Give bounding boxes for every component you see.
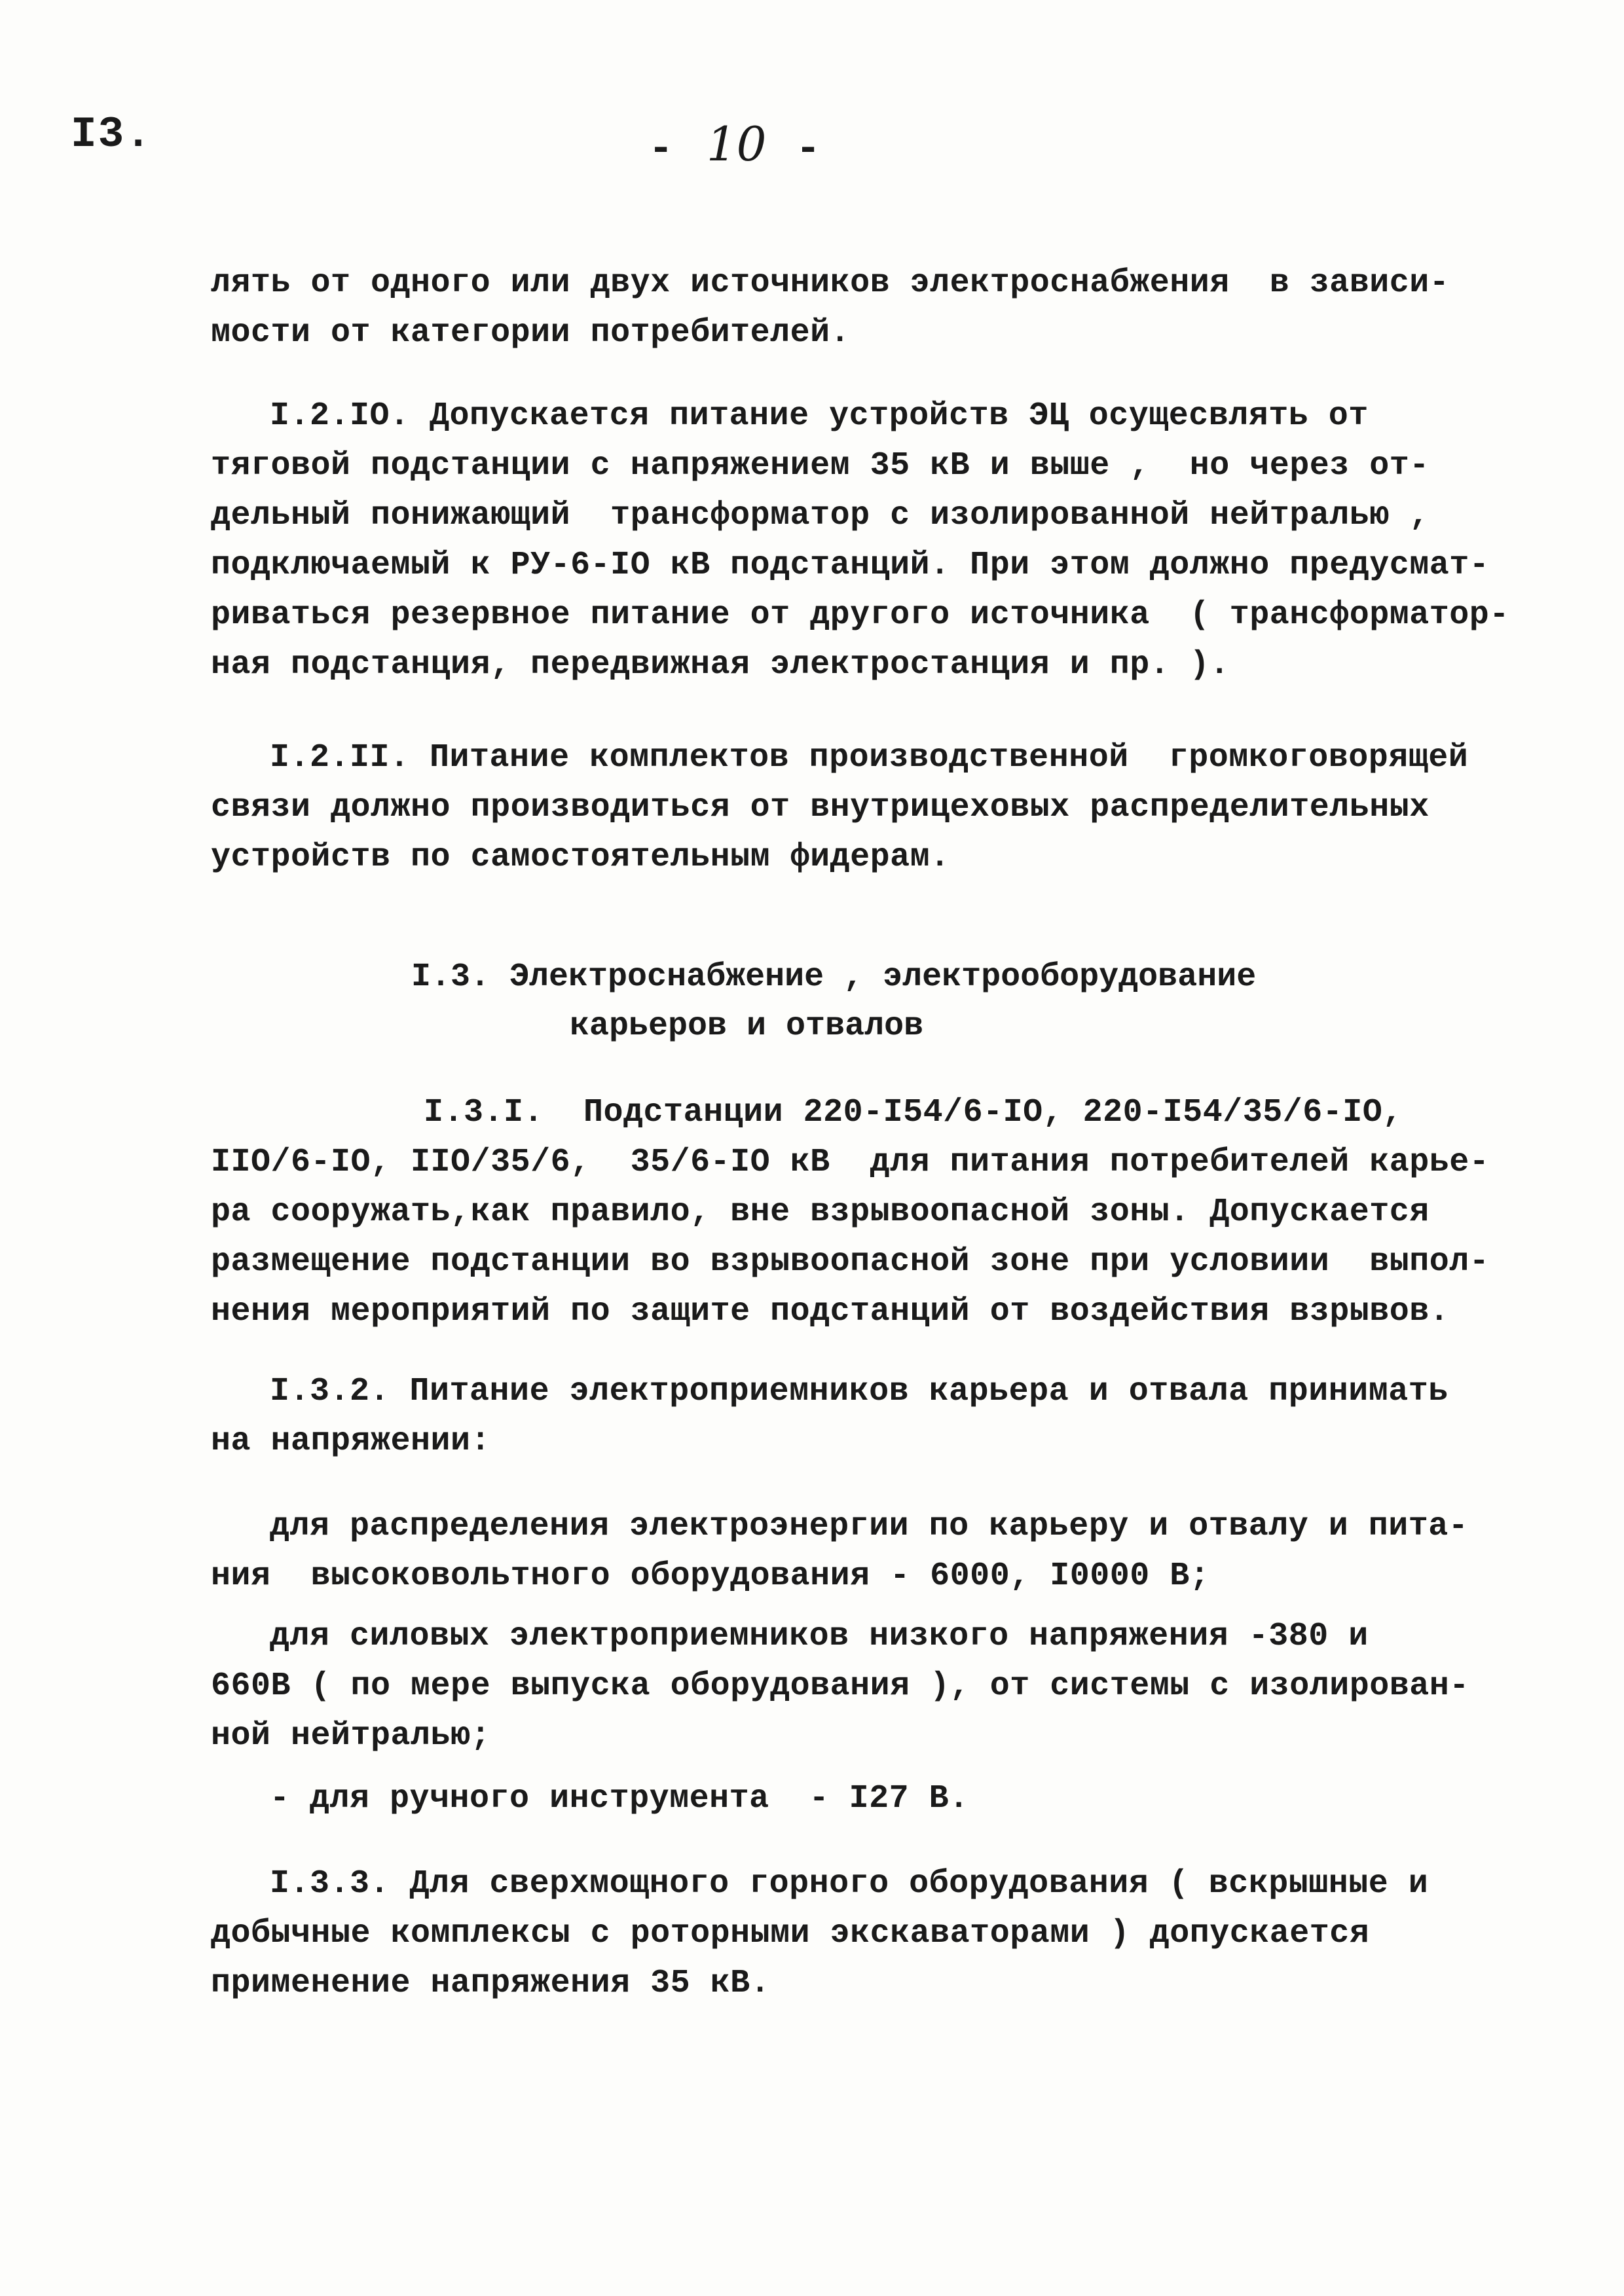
- text-line: устройств по самостоятельным фидерам.: [211, 839, 950, 876]
- paragraph-1-3-2: [211, 1367, 1527, 1467]
- text-line: ная подстанция, передвижная электростанция и пр. ).: [211, 646, 1230, 683]
- text-line: связи должно производиться от внутрицеховых распределительных: [211, 789, 1430, 826]
- text-line: мости от категории потребителей.: [211, 314, 851, 352]
- text-line: добычные комплексы с роторными экскаваторами ) допускается: [211, 1915, 1370, 1952]
- text-line: риваться резервное питание от другого источника ( трансформатор-: [211, 596, 1509, 634]
- paragraph-first-line: I.3.I. Подстанции 220-I54/6-IO, 220-I54/35/6-IO,: [424, 1094, 1403, 1131]
- list-item-distribution: [211, 1502, 1527, 1601]
- corner-page-number: I3.: [71, 110, 153, 159]
- list-item-hand-tool: [211, 1774, 1527, 1824]
- paragraph-first-line: I.2.IO. Допускается питание устройств ЭЦ осущесвлять от: [270, 397, 1369, 435]
- paragraph-first-line: I.2.II. Питание комплектов производственной громкоговорящей: [270, 739, 1469, 776]
- paragraph-first-line: I.3.3. Для сверхмощного горного оборудования ( вскрышные и: [270, 1865, 1429, 1903]
- text-line: на напряжении:: [211, 1423, 491, 1460]
- page-number-handwritten: 10: [706, 117, 767, 172]
- text-line: 660В ( по мере выпуска оборудования ), от системы с изолирован-: [211, 1667, 1469, 1705]
- text-line: применение напряжения 35 кВ.: [211, 1965, 771, 2002]
- text-line: подключаемый к РУ-6-IO кВ подстанций. При этом должно предусмат-: [211, 547, 1490, 584]
- text-line: IIO/6-IO, IIO/35/6, 35/6-IO кВ для питания потребителей карье-: [211, 1144, 1490, 1181]
- paragraph-1-3-3: [211, 1859, 1527, 2009]
- text-line: ра сооружать,как правило, вне взрывоопасной зоны. Допускается: [211, 1194, 1430, 1231]
- page-number: [648, 117, 824, 173]
- paragraph-1-2-10: [211, 392, 1527, 690]
- text-line: дельный понижающий трансформатор с изолированной нейтралью ,: [211, 497, 1430, 534]
- list-item-power: [211, 1612, 1527, 1761]
- page-number-suffix: -: [766, 126, 825, 173]
- paragraph-first-line: I.3.2. Питание электроприемников карьера и отвала принимать: [270, 1373, 1449, 1410]
- text-line: ной нейтралью;: [211, 1717, 491, 1755]
- paragraph-1-2-11: [211, 733, 1527, 883]
- paragraph-1-3-1: [211, 1088, 1527, 1337]
- list-item-line: - для ручного инструмента - I27 В.: [270, 1780, 969, 1817]
- list-item-first-line: для распределения электроэнергии по карьеру и отвалу и пита-: [270, 1508, 1469, 1545]
- paragraph-intro: [211, 259, 1527, 358]
- list-item-first-line: для силовых электроприемников низкого напряжения -380 и: [270, 1618, 1369, 1655]
- text-line: размещение подстанции во взрывоопасной зоне при условиии выпол-: [211, 1243, 1490, 1281]
- text-line: нения мероприятий по защите подстанций от воздействия взрывов.: [211, 1293, 1450, 1330]
- section-heading-line-1: I.3. Электроснабжение , электрооборудование: [411, 958, 1257, 996]
- text-line: лять от одного или двух источников электроснабжения в зависи-: [211, 264, 1450, 302]
- page-number-prefix: -: [648, 126, 707, 173]
- text-line: тяговой подстанции с напряжением 35 кВ и выше , но через от-: [211, 447, 1430, 484]
- section-heading-line-2: карьеров и отвалов: [570, 1008, 924, 1045]
- text-line: ния высоковольтного оборудования - 6000, I0000 В;: [211, 1558, 1210, 1595]
